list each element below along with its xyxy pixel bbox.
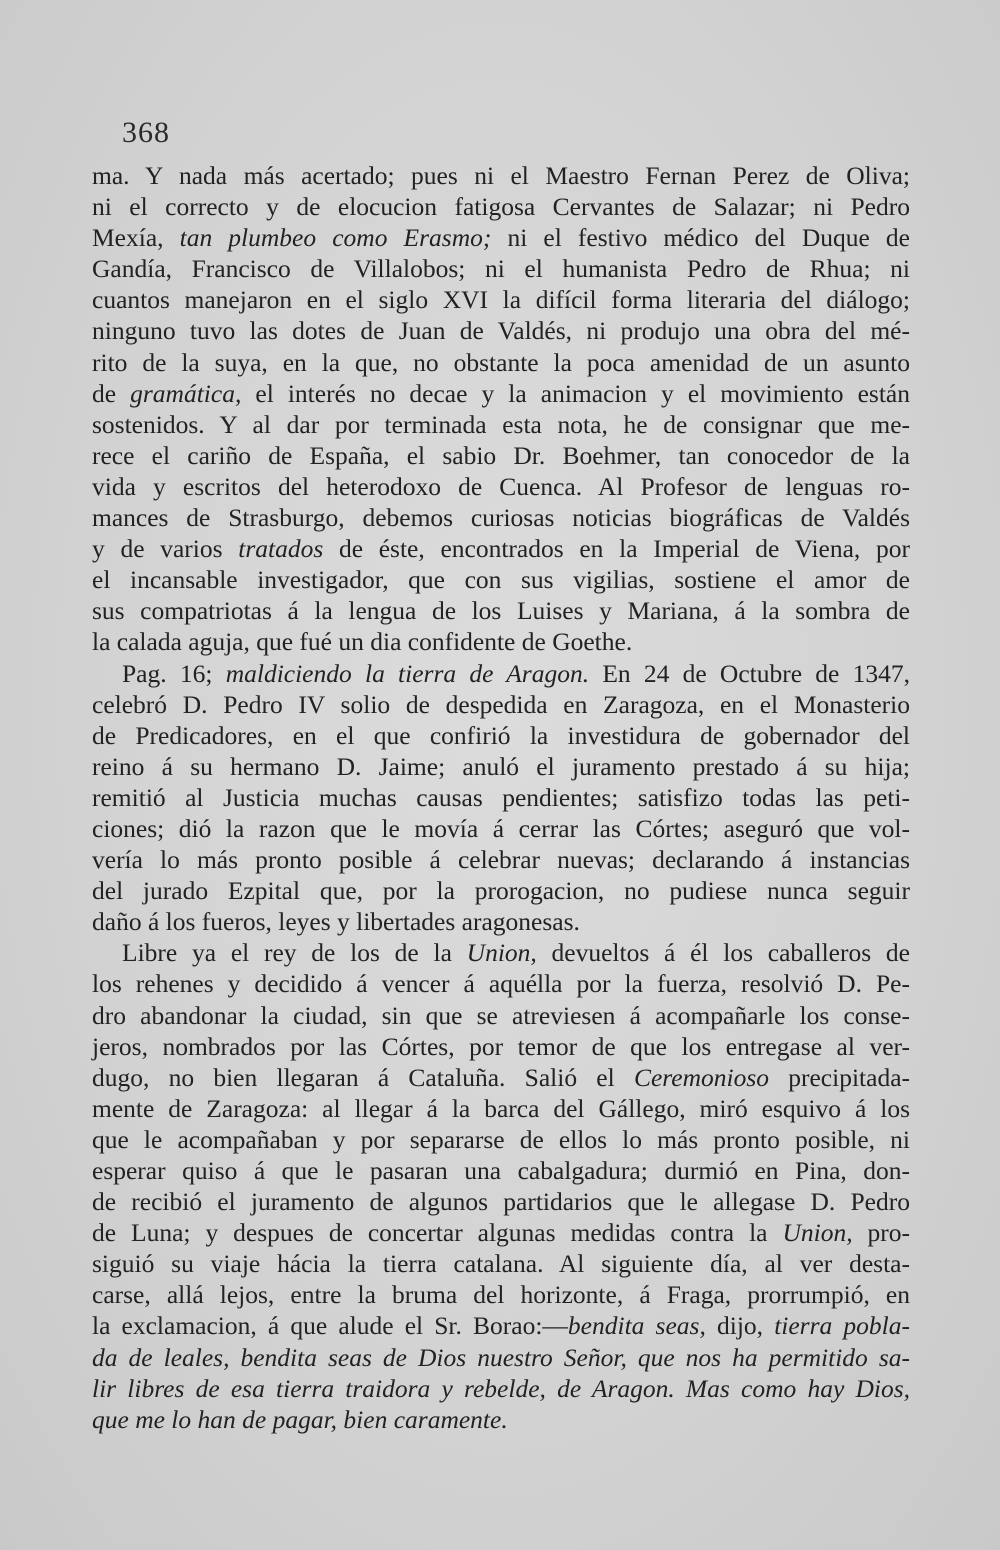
paragraph [92,658,910,938]
text-line: del jurado Ezpital que, por la prorogacion, no pudiese nunca seguir [92,876,910,906]
text-line [92,378,910,409]
italic-text: Union, [466,938,537,968]
text-segment: de éste, encontrados en la Imperial de Viena, por [323,534,911,564]
text-line: que le acompañaban y por separarse de ellos lo más pronto posible, ni [92,1124,910,1154]
body-text [92,160,910,1435]
text-segment: Libre ya el rey de los de la [122,938,467,968]
text-line: cuantos manejaron en el siglo XVI la difícil forma literaria del diálogo; [92,285,910,315]
text-segment: pro- [852,1218,910,1248]
text-line: los rehenes y decidido á vencer á aquélla por la fuerza, resolvió D. Pe- [92,969,910,999]
italic-text: tratados [238,534,324,564]
text-line: sostenidos. Y al dar por terminada esta nota, he de consignar que me- [92,409,910,439]
italic-text: gramática, [130,378,242,408]
text-line: siguió su viaje hácia la tierra catalana. Al siguiente día, al ver desta- [92,1249,910,1279]
text-line [92,222,910,253]
text-line: la calada aguja, que fué un dia confidente de Goethe. [92,627,633,657]
italic-text: maldiciendo la tierra de Aragon. [225,658,590,688]
text-segment: En 24 de Octubre de 1347, [589,658,910,688]
italic-text: Union, [782,1218,853,1248]
text-segment: dijo, [705,1311,775,1341]
text-segment: Pag. 16; [122,658,226,688]
text-line: ciones; dió la razon que le movía á cerrar las Córtes; aseguró que vol- [92,813,910,843]
text-line: dro abandonar la ciudad, sin que se atreviesen á acompañarle los conse- [92,1000,910,1030]
italic-text: que me lo han de pagar, bien caramente. [92,1404,508,1434]
italic-text: tan plumbeo como Erasmo; [179,223,492,253]
text-line: de Predicadores, en el que confirió la investidura de gobernador del [92,720,910,750]
text-line: reino á su hermano D. Jaime; anuló el juramento prestado á su hija; [92,751,910,781]
text-line: ninguno tuvo las dotes de Juan de Valdés, ni produjo una obra del mé- [92,316,910,346]
text-line [92,1373,910,1404]
text-line: ni el correcto y de elocucion fatigosa Cervantes de Salazar; ni Pedro [92,192,910,222]
text-segment: dugo, no bien llegaran á Cataluña. Salió el [92,1062,634,1092]
text-line: vida y escritos del heterodoxo de Cuenca. Al Profesor de lenguas ro- [92,471,910,501]
text-line: mente de Zaragoza: al llegar á la barca del Gállego, miró esquivo á los [92,1093,910,1123]
paragraph [92,937,910,1435]
text-line: esperar quiso á que le pasaran una cabalgadura; durmió en Pina, don- [92,1156,910,1185]
text-line: sus compatriotas á la lengua de los Luises y Mariana, á la sombra de [92,596,910,626]
text-segment: la exclamacion, á que alude el Sr. Borao:— [92,1311,568,1341]
text-line [92,533,910,564]
text-segment: Mexía, [92,223,180,253]
text-line [92,1342,910,1373]
text-segment: de [92,378,131,408]
text-line [92,1310,910,1341]
text-line: vería lo más pronto posible á celebrar nuevas; declarando á instancias [92,845,910,875]
text-line: celebró D. Pedro IV solio de despedida en Zaragoza, en el Monasterio [92,689,910,719]
text-line: de recibió el juramento de algunos partidarios que le allegase D. Pedro [92,1187,910,1217]
italic-text: tierra pobla- [774,1311,910,1341]
italic-text: Ceremonioso [633,1062,769,1092]
paragraph [92,160,910,658]
italic-text: lir libres de esa tierra traidora y rebelde, de Aragon. Mas como hay Dios, [92,1373,910,1403]
text-segment: y de varios [92,534,239,564]
text-line: Gandía, Francisco de Villalobos; ni el humanista Pedro de Rhua; ni [92,254,910,284]
text-line: mances de Strasburgo, debemos curiosas noticias biográficas de Valdés [92,503,910,533]
text-segment: ni el festivo médico del Duque de [491,223,910,253]
italic-text: da de leales, bendita seas de Dios nuestro Señor, que nos ha permitido sa- [92,1342,910,1372]
text-line [92,658,910,689]
text-line [92,937,910,968]
text-line: carse, allá lejos, entre la bruma del horizonte, á Fraga, prorrumpió, en [92,1280,910,1310]
text-segment: el interés no decae y la animacion y el movimiento están [241,378,910,408]
text-line: jeros, nombrados por las Córtes, por temor de que los entregase al ver- [92,1031,910,1061]
text-segment: devueltos á él los caballeros de [536,938,910,968]
text-line [92,1217,910,1248]
italic-text: bendita seas, [567,1311,706,1341]
text-line: remitió al Justicia muchas causas pendientes; satisfizo todas las peti- [92,782,910,812]
text-line: rito de la suya, en la que, no obstante la poca amenidad de un asunto [92,347,910,377]
text-line: rece el cariño de España, el sabio Dr. Boehmer, tan conocedor de la [92,440,910,470]
text-segment: precipitada- [769,1062,910,1092]
text-line [92,1062,910,1093]
page-number: 368 [122,116,170,149]
text-line: ma. Y nada más acertado; pues ni el Maestro Fernan Perez de Oliva; [92,161,910,190]
text-segment: de Luna; y despues de concertar algunas medidas contra la [92,1218,783,1248]
text-line [92,1404,910,1435]
text-line: daño á los fueros, leyes y libertades aragonesas. [92,907,580,937]
text-line: el incansable investigador, que con sus vigilias, sostiene el amor de [92,565,910,595]
